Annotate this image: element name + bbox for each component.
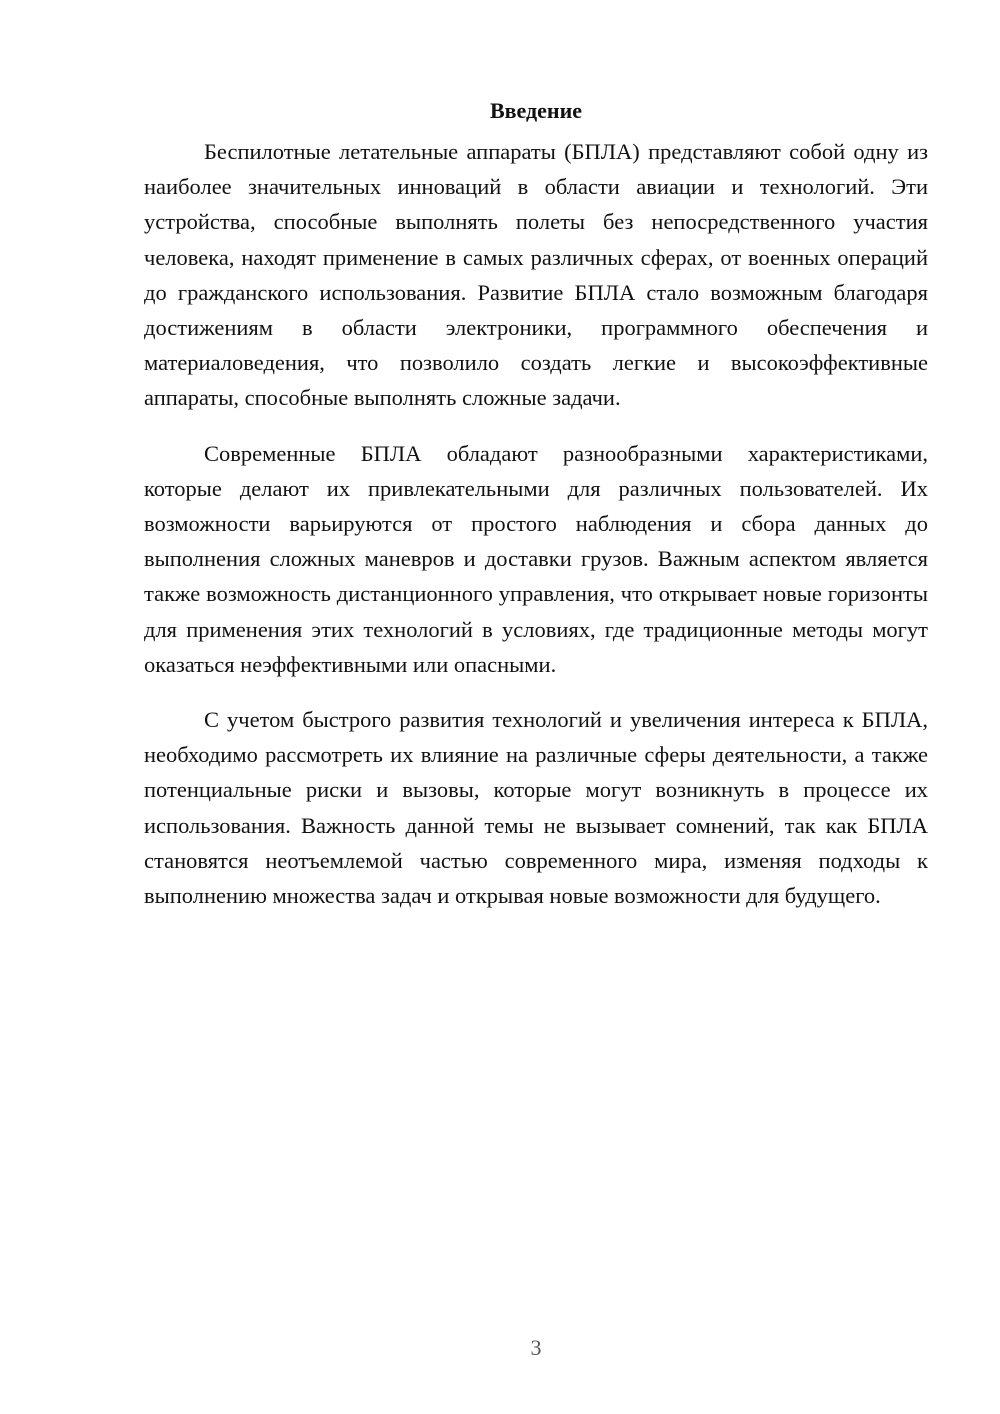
- paragraph-2: Современные БПЛА обладают разнообразными характеристиками, которые делают их привлекательными для различных пользователей. Их возможности варьируются от простого наблюдения и сбора данных до выполнения сложных маневров и доставки грузов. Важным аспектом является также возможность дистанционного управления, что открывает новые горизонты для применения этих технологий в условиях, где традиционные методы могут оказаться неэффективными или опасными.: [144, 440, 928, 677]
- page-number: 3: [530, 1335, 542, 1360]
- page-content: [144, 96, 928, 933]
- paragraph-3: С учетом быстрого развития технологий и увеличения интереса к БПЛА, необходимо рассмотреть их влияние на различные сферы деятельности, а также потенциальные риски и вызовы, которые могут возникнуть в процессе их использования. Важность данной темы не вызывает сомнений, так как БПЛА становятся неотъемлемой частью современного мира, изменяя подходы к выполнению множества задач и открывая новые возможности для будущего.: [144, 707, 928, 909]
- paragraph-1: Беспилотные летательные аппараты (БПЛА) представляют собой одну из наиболее значительных инноваций в области авиации и технологий. Эти устройства, способные выполнять полеты без непосредственного участия человека, находят применение в самых различных сферах, от военных операций до гражданского использования. Развитие БПЛА стало возможным благодаря достижениям в области электроники, программного обеспечения и материаловедения, что позволило создать легкие и высокоэффективные аппараты, способные выполнять сложные задачи.: [144, 139, 928, 411]
- section-heading: Введение: [489, 98, 583, 123]
